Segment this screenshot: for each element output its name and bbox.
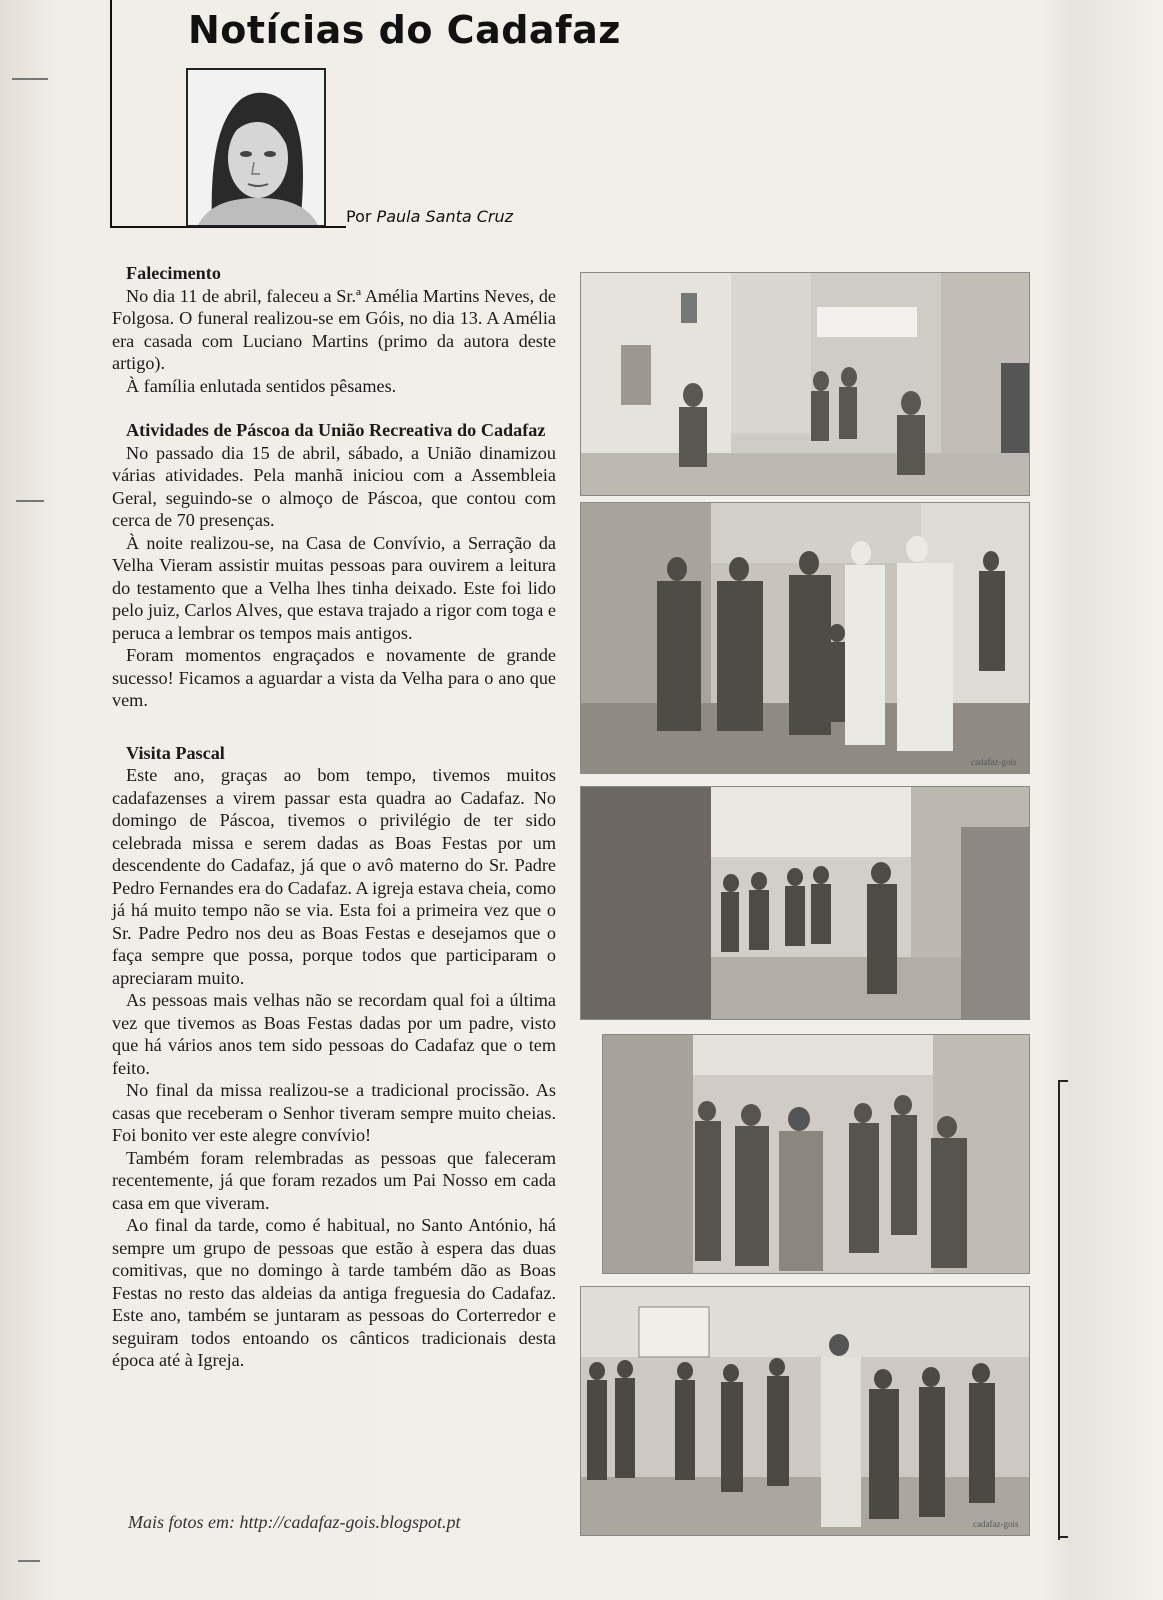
photo-procession-lane	[580, 786, 1030, 1020]
paragraph: Ao final da tarde, como é habitual, no Santo António, há sempre um grupo de pessoas que estão à espera das duas comitivas, que no domingo à tarde também dão as Boas Festas no resto das aldeias da antiga freguesia do Cadafaz. Este ano, também se juntaram as pessoas do Corterredor e seguiram todos entoando os cânticos tradicionais desta época até à Igreja.	[112, 1215, 556, 1370]
author-portrait	[186, 68, 326, 227]
title-frame-left-rule	[110, 0, 112, 228]
section-heading-falecimento: Falecimento	[126, 263, 221, 283]
scan-margin-mark	[16, 500, 44, 502]
paragraph: No dia 11 de abril, faleceu a Sr.ª Amélia Martins Neves, de Folgosa. O funeral realizou-se em Góis, no dia 13. A Amélia era casada com Luciano Martins (primo da autora deste artigo).	[112, 285, 556, 373]
paragraph: No passado dia 15 de abril, sábado, a União dinamizou várias atividades. Pela manhã iniciou com a Assembleia Geral, seguindo-se o almoço de Páscoa, que contou com cerca de 70 presenças.	[112, 442, 556, 530]
paragraph: As pessoas mais velhas não se recordam qual foi a última vez que tivemos as Boas Festas dadas por um padre, visto que há vários anos tem sido pessoas do Cadafaz que o tem feito.	[112, 990, 556, 1078]
section-heading-visita: Visita Pascal	[126, 742, 225, 763]
paragraph: Foram momentos engraçados e novamente de grande sucesso! Ficamos a aguardar a vista da Velha para o ano que vem.	[112, 645, 556, 710]
section-heading-pascoa: Atividades de Páscoa da União Recreativa do Cadafaz	[126, 420, 546, 440]
photo-hall-gathering	[580, 1286, 1030, 1536]
column-rule-tick	[1060, 1080, 1068, 1082]
photo-watermark: cadafaz-gois	[973, 1519, 1019, 1529]
page-title: Notícias do Cadafaz	[188, 8, 621, 52]
photo-crowd-alley	[602, 1034, 1030, 1274]
paragraph: À família enlutada sentidos pêsames.	[126, 375, 397, 396]
article-body	[112, 262, 556, 1372]
column-rule	[1058, 1080, 1060, 1540]
paragraph: No final da missa realizou-se a tradicional procissão. As casas que receberam o Senhor tiveram sempre muito cheias. Foi bonito ver este alegre convívio!	[112, 1080, 556, 1145]
author-name: Paula Santa Cruz	[376, 207, 514, 226]
paragraph: Este ano, graças ao bom tempo, tivemos muitos cadafazenses a virem passar esta quadra ao Cadafaz. No domingo de Páscoa, tivemos o privilégio de ter sido celebrada missa e serem dadas as Boas Festas por um descendente do Cadafaz, já que o avô materno do Sr. Padre Pedro Fernandes era do Cadafaz. A igreja estava cheia, como já há muito tempo não se via. Esta foi a primeira vez que o Sr. Padre Pedro nos deu as Boas Festas e desejamos que o faça sempre que possa, porque todos que participaram o apreciaram muito.	[112, 765, 556, 988]
more-photos-link[interactable]: Mais fotos em: http://cadafaz-gois.blogspot.pt	[128, 1512, 461, 1532]
paragraph: À noite realizou-se, na Casa de Convívio, a Serração da Velha Vieram assistir muitas pessoas para ouvirem a leitura do testamento que a Velha lhes tinha deixado. Este foi lido pelo juiz, Carlos Alves, que estava trajado a rigor com toga e peruca a lembrar os tempos mais antigos.	[112, 532, 556, 643]
paragraph: Também foram relembradas as pessoas que faleceram recentemente, já que foram rezados um Pai Nosso em cada casa em que viveram.	[112, 1147, 556, 1213]
photo-group-priests	[580, 502, 1030, 774]
byline	[346, 207, 513, 226]
author-portrait-image	[188, 70, 324, 225]
photo-procession-street	[580, 272, 1030, 496]
scan-margin-mark	[12, 78, 48, 80]
byline-prefix: Por	[346, 207, 372, 226]
photo-watermark: cadafaz-gois	[971, 757, 1017, 767]
scan-margin-mark	[18, 1560, 40, 1562]
column-rule-tick	[1060, 1536, 1068, 1538]
